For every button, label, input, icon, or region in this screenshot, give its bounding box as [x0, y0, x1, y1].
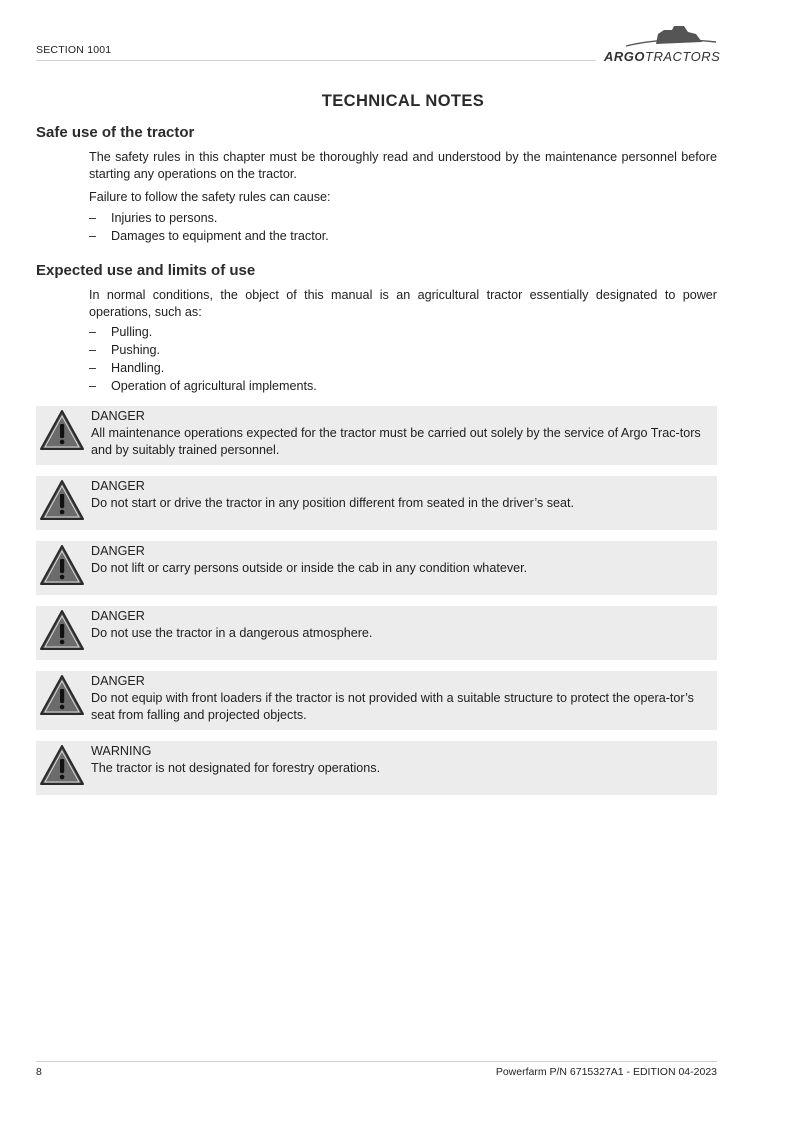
- safe-use-consequences-intro: Failure to follow the safety rules can cause:: [89, 190, 331, 204]
- list-item-text: Handling.: [111, 361, 165, 375]
- dash-bullet: –: [89, 379, 97, 393]
- page-title: TECHNICAL NOTES: [321, 92, 485, 110]
- safe-use-heading: Safe use of the tractor: [36, 124, 195, 141]
- warning-triangle-icon: [39, 544, 85, 586]
- list-item: [89, 377, 317, 395]
- warning-triangle-icon: [39, 609, 85, 651]
- expected-use-list: [89, 323, 317, 395]
- document-reference: Powerfarm P/N 6715327A1 - EDITION 04-2023: [495, 1066, 717, 1078]
- warning-triangle-icon: [39, 674, 85, 716]
- logo-text-bold: ARGO: [604, 49, 645, 64]
- note-kind: DANGER: [91, 479, 145, 493]
- danger-note: [36, 476, 717, 530]
- note-text: All maintenance operations expected for the tractor must be carried out solely by the service of Argo Trac-tors and by suitably trained personnel.: [91, 426, 701, 457]
- dash-bullet: –: [89, 361, 97, 375]
- warning-triangle-icon: [39, 409, 85, 451]
- section-label: SECTION 1001: [36, 44, 112, 56]
- safety-notes: [36, 406, 717, 806]
- list-item: [89, 227, 329, 245]
- note-text: Do not start or drive the tractor in any position different from seated in the driver’s seat.: [91, 496, 575, 510]
- note-kind: DANGER: [91, 674, 145, 688]
- expected-use-heading: Expected use and limits of use: [36, 262, 256, 279]
- safe-use-intro: The safety rules in this chapter must be thoroughly read and understood by the maintenance personnel before starting any operations on the tractor.: [89, 150, 717, 181]
- logo-text-light: TRACTORS: [645, 49, 721, 64]
- list-item: [89, 209, 329, 227]
- page-header: [0, 0, 794, 70]
- note-text: Do not equip with front loaders if the tractor is not provided with a suitable structure to protect the opera-tor’s seat from falling and projected objects.: [91, 691, 694, 722]
- footer-divider: [36, 1061, 717, 1062]
- list-item: [89, 323, 317, 341]
- note-text: The tractor is not designated for forestry operations.: [91, 761, 381, 775]
- danger-note: [36, 406, 717, 465]
- note-text: Do not use the tractor in a dangerous atmosphere.: [91, 626, 373, 640]
- list-item-text: Operation of agricultural implements.: [111, 379, 317, 393]
- danger-note: [36, 606, 717, 660]
- list-item-text: Pulling.: [111, 325, 153, 339]
- note-text: Do not lift or carry persons outside or inside the cab in any condition whatever.: [91, 561, 528, 575]
- warning-triangle-icon: [39, 744, 85, 786]
- list-item: [89, 341, 317, 359]
- list-item-text: Pushing.: [111, 343, 161, 357]
- expected-use-intro: In normal conditions, the object of this manual is an agricultural tractor essentially designated to power operations, such as:: [89, 288, 717, 319]
- danger-note: [36, 671, 717, 730]
- warning-triangle-icon: [39, 479, 85, 521]
- note-kind: DANGER: [91, 609, 145, 623]
- warning-note: [36, 741, 717, 795]
- logo-tractor-cab-icon: [600, 22, 720, 48]
- dash-bullet: –: [89, 343, 97, 357]
- note-kind: WARNING: [91, 744, 152, 758]
- danger-note: [36, 541, 717, 595]
- list-item-text: Damages to equipment and the tractor.: [111, 229, 329, 243]
- safe-use-list: [89, 209, 329, 245]
- note-kind: DANGER: [91, 544, 145, 558]
- dash-bullet: –: [89, 211, 97, 225]
- note-kind: DANGER: [91, 409, 145, 423]
- argo-tractors-logo: [600, 22, 720, 66]
- list-item: [89, 359, 317, 377]
- dash-bullet: –: [89, 325, 97, 339]
- header-divider: [36, 60, 596, 61]
- list-item-text: Injuries to persons.: [111, 211, 218, 225]
- logo-text: [604, 49, 720, 64]
- dash-bullet: –: [89, 229, 97, 243]
- page-number: 8: [36, 1066, 42, 1078]
